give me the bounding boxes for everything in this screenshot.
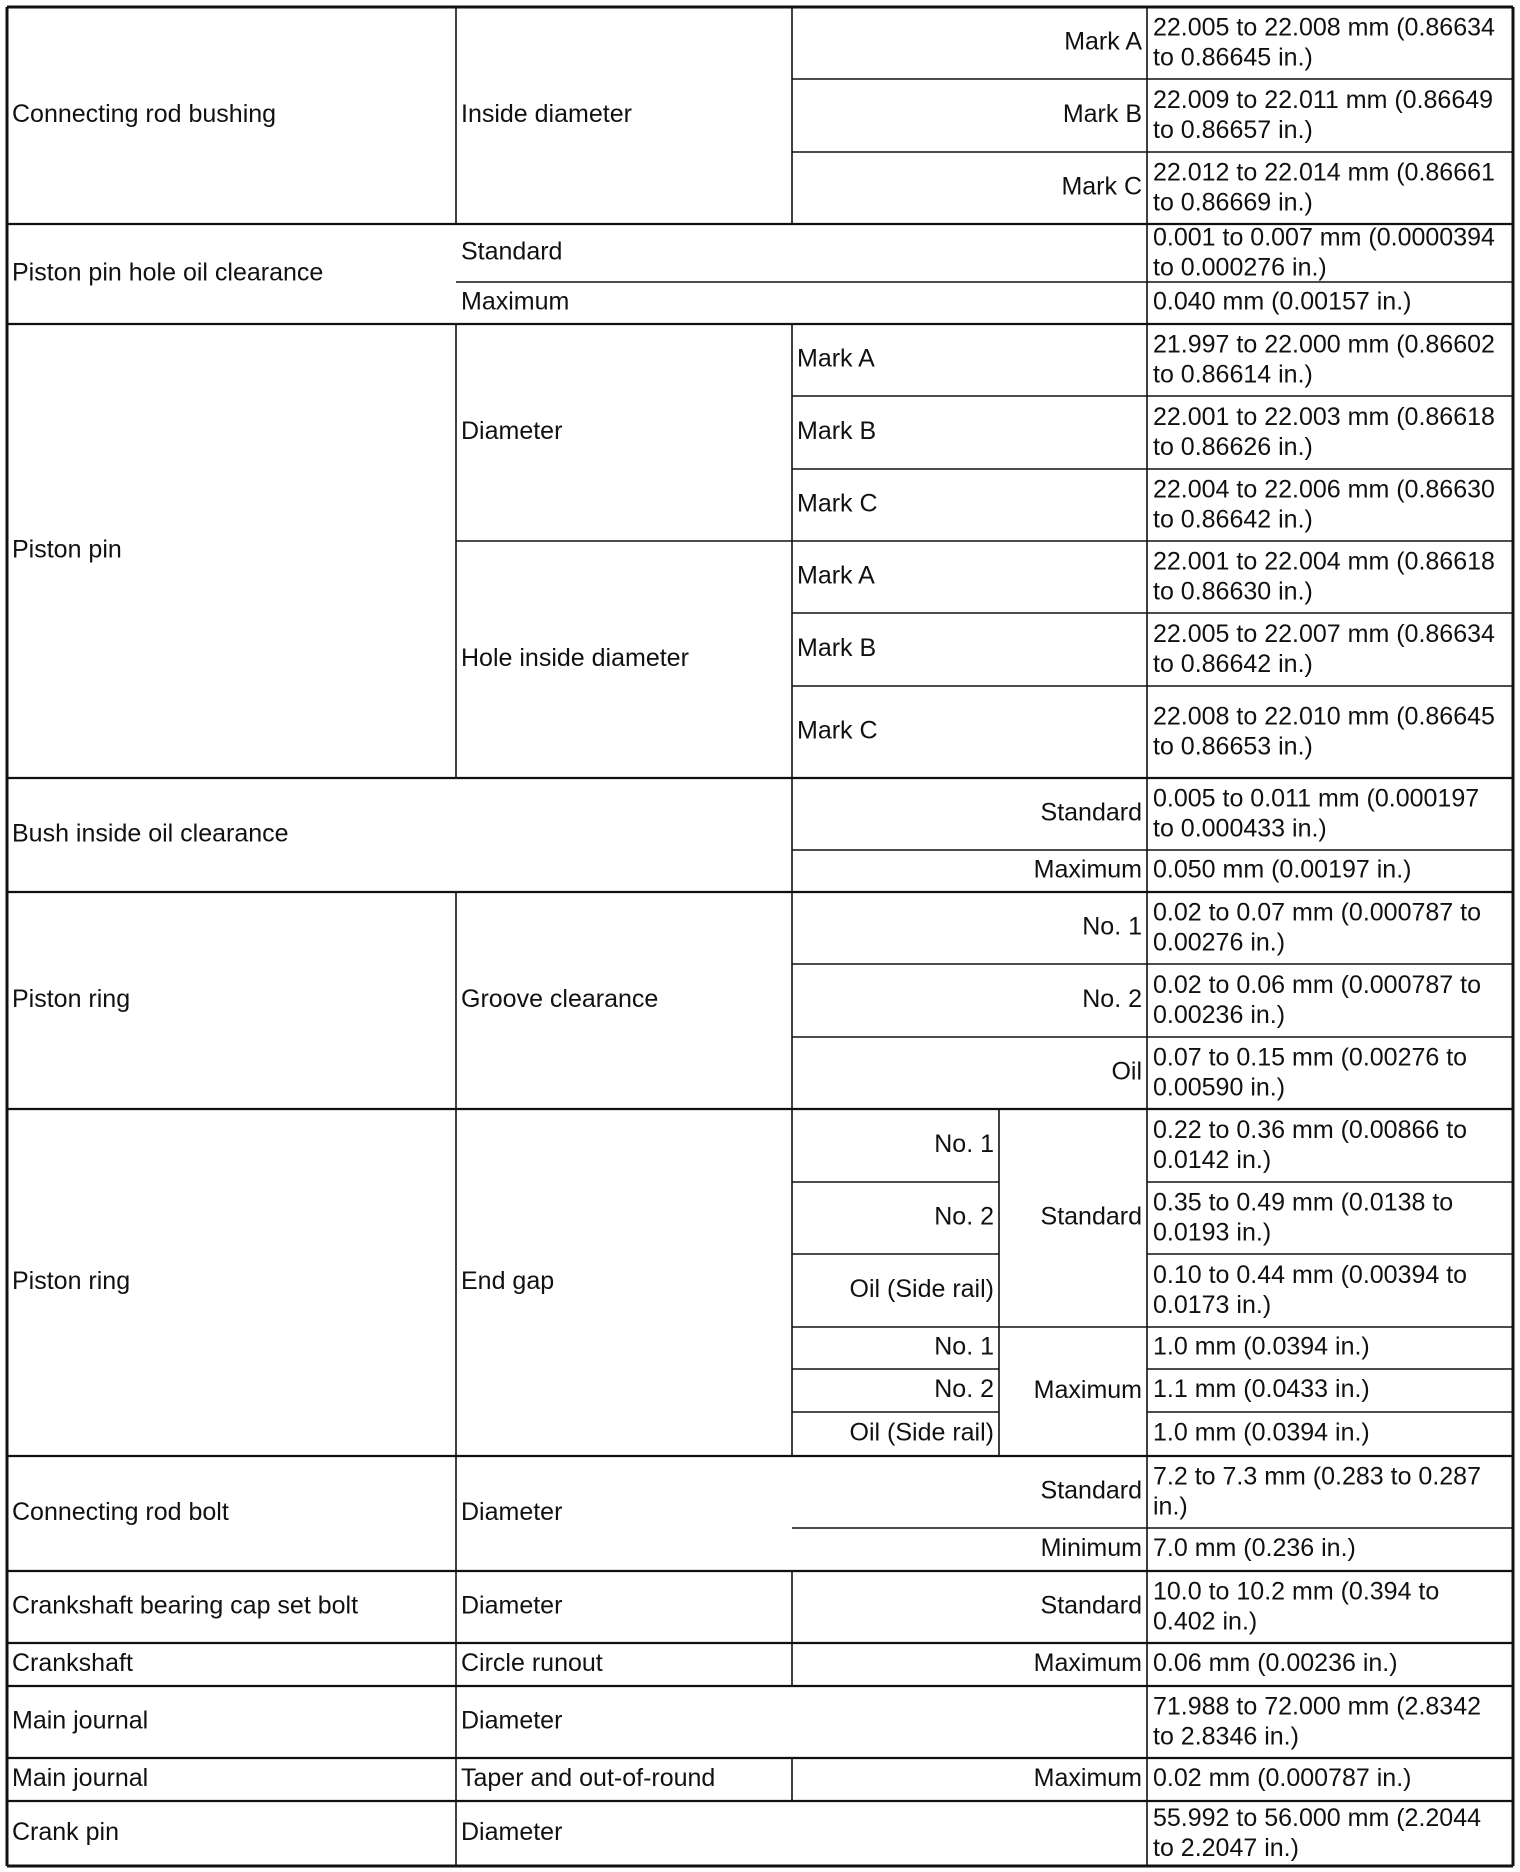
item-label: Piston pin hole oil clearance [12,258,324,287]
spec-value: to 0.000433 in.) [1153,814,1327,843]
condition-label: Mark B [797,417,877,446]
item-label: Crank pin [12,1818,119,1847]
spec-value: to 0.86642 in.) [1153,650,1313,679]
spec-value: in.) [1153,1492,1188,1521]
spec-value: 22.001 to 22.004 mm (0.86618 [1153,547,1495,576]
ring-label: No. 1 [934,1130,994,1159]
spec-value: 0.02 to 0.07 mm (0.000787 to [1153,898,1481,927]
spec-value: 0.0142 in.) [1153,1146,1272,1175]
sub-item-label: Maximum [461,287,570,316]
spec-value: to 0.86669 in.) [1153,188,1313,217]
spec-value: to 0.000276 in.) [1153,253,1327,282]
item-label: Piston ring [12,1267,131,1296]
sub-item-label: Diameter [461,1498,563,1527]
condition-label: Mark B [1062,100,1142,129]
spec-value: 22.004 to 22.006 mm (0.86630 [1153,475,1495,504]
spec-value: 0.22 to 0.36 mm (0.00866 to [1153,1116,1468,1145]
spec-value: 0.0173 in.) [1153,1291,1272,1320]
item-label: Main journal [12,1706,149,1735]
spec-value: 0.001 to 0.007 mm (0.0000394 [1153,223,1495,252]
sub-item-label: Diameter [461,1591,563,1620]
spec-value: 22.009 to 22.011 mm (0.86649 [1153,86,1494,115]
item-label: Connecting rod bushing [12,100,277,129]
spec-value: 1.0 mm (0.0394 in.) [1153,1332,1370,1361]
spec-value: 0.02 to 0.06 mm (0.000787 to [1153,971,1481,1000]
condition-label: Standard [1040,1202,1142,1231]
condition-label: Oil [1111,1057,1142,1086]
ring-label: Oil (Side rail) [849,1275,994,1304]
spec-value: 0.050 mm (0.00197 in.) [1153,855,1412,884]
spec-value: to 0.86614 in.) [1153,360,1313,389]
spec-value: to 0.86657 in.) [1153,116,1313,145]
item-label: Connecting rod bolt [12,1498,229,1527]
spec-value: 0.10 to 0.44 mm (0.00394 to [1153,1261,1468,1290]
sub-item-label: Hole inside diameter [461,644,689,673]
spec-value: to 0.86626 in.) [1153,433,1313,462]
ring-label: No. 2 [934,1375,994,1404]
spec-value: 0.00236 in.) [1153,1001,1286,1030]
item-label: Main journal [12,1764,149,1793]
spec-value: 22.012 to 22.014 mm (0.86661 [1153,158,1495,187]
condition-label: Maximum [1033,1764,1142,1793]
spec-value: to 0.86645 in.) [1153,43,1313,72]
condition-label: Standard [1040,798,1142,827]
sub-item-label: Diameter [461,417,563,446]
spec-value: to 0.86653 in.) [1153,732,1313,761]
sub-item-label: Standard [461,237,563,266]
spec-value: 0.02 mm (0.000787 in.) [1153,1764,1412,1793]
sub-item-label: Groove clearance [461,985,659,1014]
spec-value: to 0.86630 in.) [1153,577,1313,606]
spec-value: 22.001 to 22.003 mm (0.86618 [1153,403,1495,432]
condition-label: Mark C [1061,172,1142,201]
spec-value: 0.005 to 0.011 mm (0.000197 [1153,784,1480,813]
spec-value: 7.2 to 7.3 mm (0.283 to 0.287 [1153,1462,1481,1491]
spec-value: 1.1 mm (0.0433 in.) [1153,1375,1370,1404]
item-label: Piston pin [12,535,122,564]
sub-item-label: Inside diameter [461,100,632,129]
sub-item-label: Diameter [461,1706,563,1735]
spec-value: 7.0 mm (0.236 in.) [1153,1534,1356,1563]
spec-value: 0.35 to 0.49 mm (0.0138 to [1153,1188,1454,1217]
spec-value: 0.0193 in.) [1153,1218,1272,1247]
condition-label: Mark A [797,344,875,373]
spec-value: 0.07 to 0.15 mm (0.00276 to [1153,1043,1468,1072]
spec-value: 21.997 to 22.000 mm (0.86602 [1153,330,1495,359]
condition-label: Mark B [797,634,877,663]
condition-label: Minimum [1040,1534,1142,1563]
item-label: Crankshaft [12,1649,133,1678]
spec-value: 0.06 mm (0.00236 in.) [1153,1649,1398,1678]
ring-label: No. 1 [934,1332,994,1361]
item-label: Crankshaft bearing cap set bolt [12,1591,359,1620]
sub-item-label: End gap [461,1267,555,1296]
spec-value: 55.992 to 56.000 mm (2.2044 [1153,1804,1482,1833]
condition-label: Mark A [797,561,875,590]
condition-label: No. 1 [1082,912,1142,941]
item-label: Piston ring [12,985,131,1014]
condition-label: Maximum [1033,1376,1142,1405]
spec-value: 0.00590 in.) [1153,1073,1286,1102]
spec-value: 0.00276 in.) [1153,928,1286,957]
spec-value: to 2.8346 in.) [1153,1722,1299,1751]
spec-value: 0.402 in.) [1153,1607,1258,1636]
ring-label: Oil (Side rail) [849,1418,994,1447]
spec-value: 22.008 to 22.010 mm (0.86645 [1153,702,1495,731]
spec-value: to 2.2047 in.) [1153,1834,1299,1863]
spec-value: 0.040 mm (0.00157 in.) [1153,287,1412,316]
condition-label: Standard [1040,1591,1142,1620]
sub-item-label: Taper and out-of-round [461,1764,716,1793]
spec-value: 1.0 mm (0.0394 in.) [1153,1418,1370,1447]
condition-label: Mark A [1064,27,1142,56]
spec-value: 22.005 to 22.008 mm (0.86634 [1153,13,1495,42]
condition-label: No. 2 [1082,985,1142,1014]
spec-value: 22.005 to 22.007 mm (0.86634 [1153,620,1495,649]
condition-label: Standard [1040,1476,1142,1505]
spec-value: 71.988 to 72.000 mm (2.8342 [1153,1692,1482,1721]
condition-label: Mark C [797,716,878,745]
condition-label: Maximum [1033,855,1142,884]
condition-label: Mark C [797,489,878,518]
sub-item-label: Diameter [461,1818,563,1847]
ring-label: No. 2 [934,1202,994,1231]
condition-label: Maximum [1033,1649,1142,1678]
spec-value: to 0.86642 in.) [1153,505,1313,534]
spec-value: 10.0 to 10.2 mm (0.394 to [1153,1577,1440,1606]
item-label: Bush inside oil clearance [12,819,289,848]
sub-item-label: Circle runout [461,1649,603,1678]
